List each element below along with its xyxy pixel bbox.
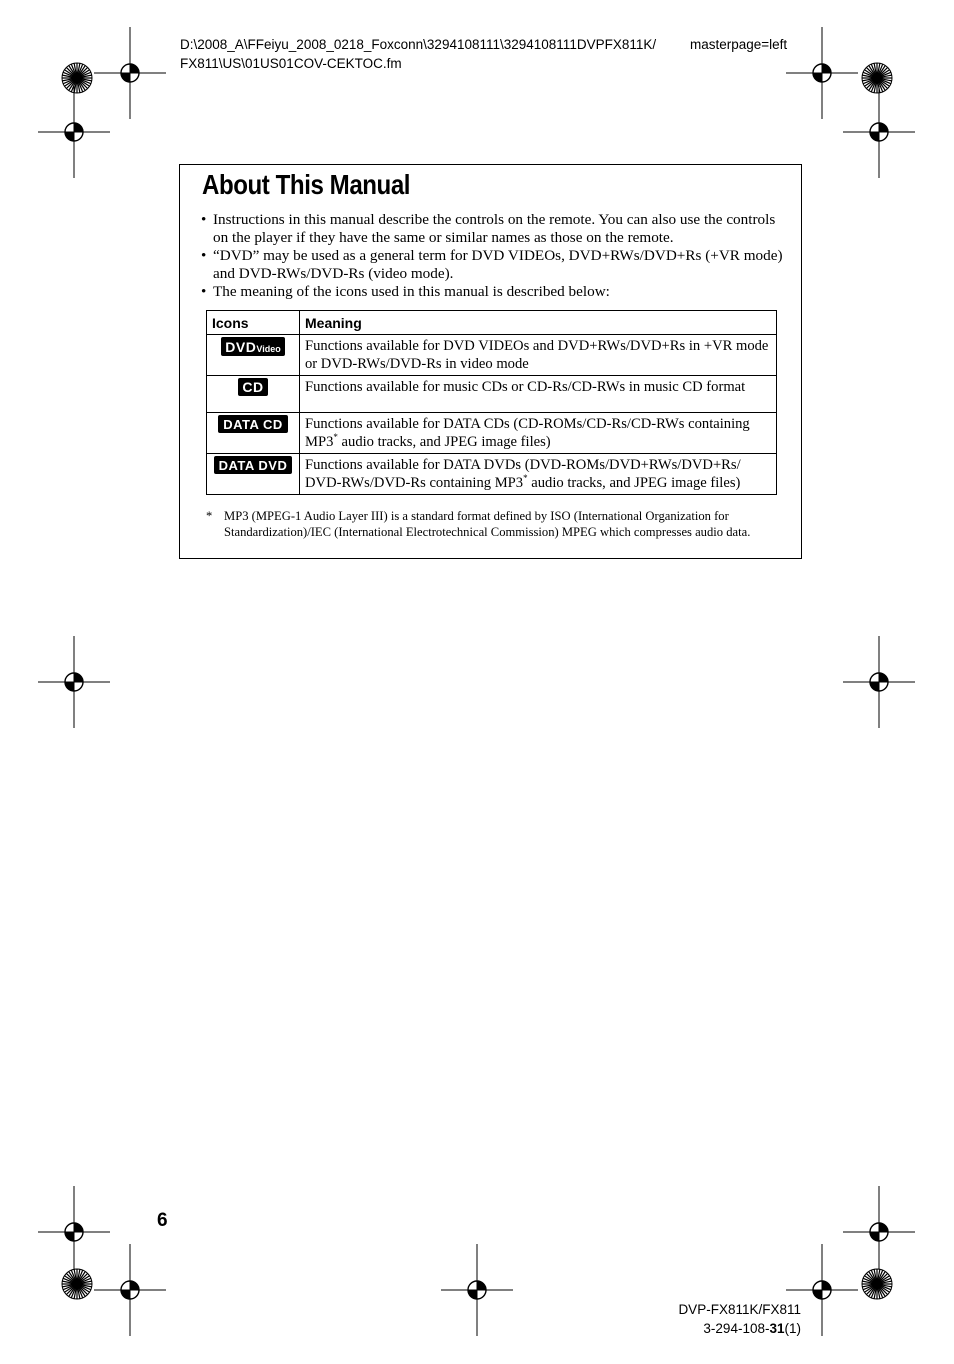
meaning-cell: Functions available for DATA CDs (CD-ROMs/CD-Rs/CD-RWs containing MP3* audio tracks, and JPEG image files): [300, 413, 777, 454]
bullet-dot: •: [201, 247, 207, 264]
footnote-text: MP3 (MPEG-1 Audio Layer III) is a standard format defined by ISO (International Organization for Standardization)/IEC (International Electrotechnical Commission) MPEG which compresses audio data.: [224, 509, 751, 539]
table-header-row: [207, 311, 777, 335]
cd-icon: CD: [238, 378, 267, 396]
table-row: [207, 376, 777, 413]
data-dvd-icon: DATA DVD: [214, 456, 293, 474]
bullet-item: [201, 283, 791, 301]
data-cd-icon: DATA CD: [218, 415, 288, 433]
footnote: [206, 508, 798, 540]
about-manual-section: [179, 164, 802, 559]
bullet-text: Instructions in this manual describe the controls on the remote. You can also use the controls on the player if they have the same or similar names as those on the remote.: [213, 211, 776, 246]
bullet-text: “DVD” may be used as a general term for DVD VIDEOs, DVD+RWs/DVD+Rs (+VR mode) and DVD-RWs/DVD-Rs (video mode).: [213, 247, 783, 282]
meaning-cell: Functions available for music CDs or CD-Rs/CD-RWs in music CD format: [300, 376, 777, 413]
bullet-dot: •: [201, 211, 207, 228]
col-header-icons: Icons: [207, 311, 300, 335]
table-row: [207, 454, 777, 495]
table-row: [207, 335, 777, 376]
icons-table: [206, 310, 777, 495]
page-number: 6: [157, 1210, 168, 1231]
model-info: [678, 1300, 801, 1338]
model-name: DVP-FX811K/FX811: [678, 1302, 801, 1317]
master-page-label: masterpage=left: [690, 37, 788, 52]
meaning-cell: Functions available for DATA DVDs (DVD-ROMs/DVD+RWs/DVD+Rs/ DVD-RWs/DVD-Rs containing MP3* audio tracks, and JPEG image files): [300, 454, 777, 495]
col-header-meaning: Meaning: [300, 311, 777, 335]
footnote-ref: *: [333, 432, 338, 443]
bullet-item: [201, 211, 791, 247]
file-path-line-2: FX811\US\01US01COV-CEKTOC.fm: [180, 56, 402, 71]
meaning-cell: Functions available for DVD VIDEOs and DVD+RWs/DVD+Rs in +VR mode or DVD-RWs/DVD-Rs in video mode: [300, 335, 777, 376]
bullet-dot: •: [201, 283, 207, 300]
bullet-text: The meaning of the icons used in this manual is described below:: [213, 283, 610, 300]
bullet-item: [201, 247, 791, 283]
bullet-list: [201, 211, 791, 301]
file-path-line-1: D:\2008_A\FFeiyu_2008_0218_Foxconn\3294108111\3294108111DVPFX811K/: [180, 37, 657, 52]
document-code: 3-294-108-31(1): [703, 1321, 801, 1336]
section-title: About This Manual: [202, 169, 411, 200]
footnote-mark: *: [206, 509, 213, 523]
table-row: [207, 413, 777, 454]
dvd-video-icon: DVDVideo: [221, 337, 284, 356]
footnote-ref: *: [523, 473, 528, 484]
